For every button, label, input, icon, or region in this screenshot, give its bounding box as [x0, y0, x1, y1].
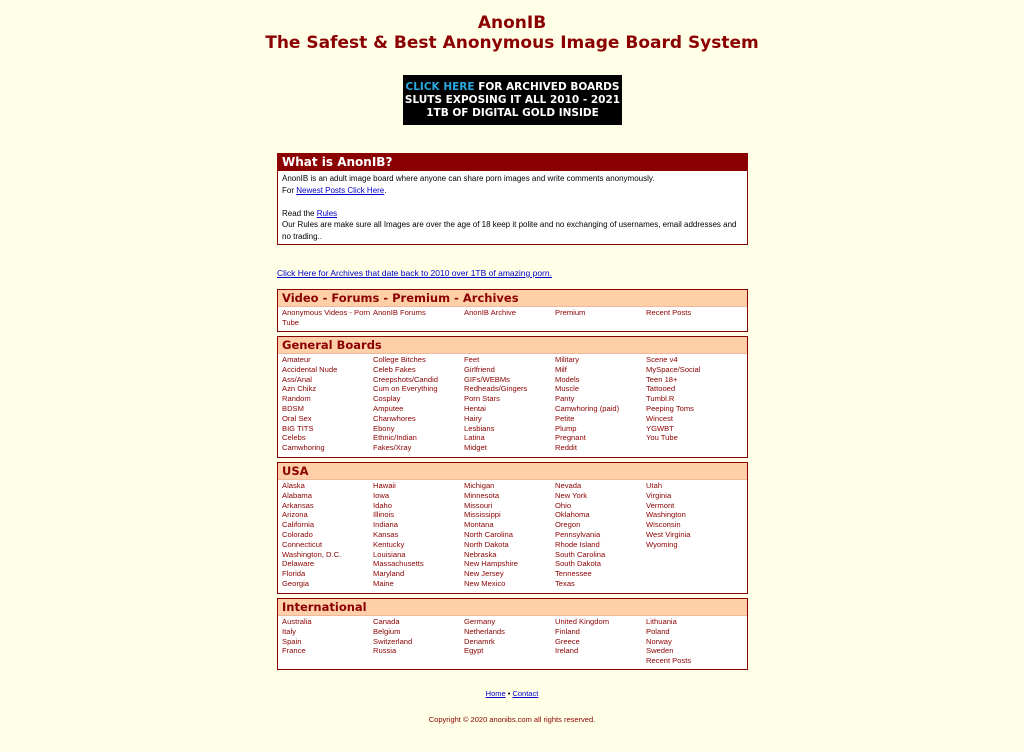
board-link[interactable]: Spain [282, 636, 302, 646]
board-link[interactable]: BIG TITS [282, 423, 314, 433]
board-link[interactable]: Models [555, 374, 580, 384]
about-box [277, 153, 748, 245]
board-link[interactable]: Ireland [555, 646, 579, 656]
board-link[interactable]: Pennsylvania [555, 529, 601, 539]
board-link[interactable]: Georgia [282, 578, 310, 588]
banner-line-2: SLUTS EXPOSING IT ALL 2010 - 2021 [404, 94, 621, 106]
board-column [555, 617, 646, 666]
banner-line-3: 1TB OF DIGITAL GOLD INSIDE [426, 107, 599, 119]
board-link[interactable]: BDSM [282, 403, 304, 413]
board-column [464, 308, 555, 328]
board-link[interactable]: Military [555, 355, 580, 364]
board-link[interactable]: Recent Posts [646, 308, 692, 317]
board-link[interactable]: Ebony [373, 423, 395, 433]
board-link[interactable]: Kentucky [373, 539, 405, 549]
board-link[interactable]: Montana [464, 520, 494, 530]
board-link[interactable]: Petite [555, 413, 575, 423]
board-grid [278, 354, 747, 453]
board-link[interactable]: Colorado [282, 529, 313, 539]
board-link[interactable]: North Dakota [464, 539, 509, 549]
board-link[interactable]: Girlfriend [464, 364, 495, 374]
board-link[interactable]: Missouri [464, 500, 493, 510]
banner-line-1 [403, 81, 622, 94]
board-link[interactable]: Delaware [282, 559, 315, 569]
archives-link[interactable]: Click Here for Archives that date back to 2010 over 1TB of amazing porn. [277, 268, 552, 278]
board-link[interactable]: Latina [464, 433, 485, 443]
board-link[interactable]: Washington, D.C. [282, 549, 342, 559]
board-column [464, 481, 555, 589]
board-link[interactable]: Alabama [282, 490, 312, 500]
home-link[interactable]: Home [485, 689, 506, 698]
board-column [646, 355, 737, 453]
board-link[interactable]: Nevada [555, 481, 582, 490]
board-link[interactable]: Denamrk [464, 636, 495, 646]
board-link[interactable]: GIFs/WEBMs [464, 374, 510, 384]
board-column [373, 617, 464, 666]
board-link[interactable]: Azn Chikz [282, 384, 317, 394]
board-link[interactable]: Tattooed [646, 384, 676, 394]
board-link[interactable]: Virginia [646, 490, 672, 500]
board-link[interactable]: Norway [646, 636, 672, 646]
about-rules-text: Our Rules are make sure all Images are over the age of 18 keep it polite and no exchanging of usernames, email addresses and no trading.. [282, 220, 737, 241]
site-subtitle: The Safest & Best Anonymous Image Board System [265, 33, 759, 53]
board-link[interactable]: Wisconsin [646, 520, 681, 530]
board-link[interactable]: Porn Stars [464, 394, 500, 404]
board-grid [278, 480, 747, 589]
board-link[interactable]: Egypt [464, 646, 484, 656]
board-link[interactable]: Camwhoring (paid) [555, 403, 620, 413]
board-link[interactable]: Washington [646, 510, 686, 520]
section-usa [277, 462, 748, 594]
board-column [555, 308, 646, 328]
board-link[interactable]: Cum on Everything [373, 384, 438, 394]
board-link[interactable]: Celeb Fakes [373, 364, 416, 374]
rules-link[interactable]: Rules [316, 208, 338, 218]
board-link[interactable]: South Carolina [555, 549, 606, 559]
board-link[interactable]: Netherlands [464, 626, 505, 636]
board-link[interactable]: West Virginia [646, 529, 691, 539]
board-link[interactable]: Peeping Toms [646, 403, 694, 413]
footer-separator: • [505, 689, 513, 698]
board-link[interactable]: Texas [555, 578, 575, 588]
board-link[interactable]: Mississippi [464, 510, 501, 520]
section-heading: General Boards [278, 337, 747, 354]
board-link[interactable]: Tennessee [555, 569, 592, 579]
board-link[interactable]: Plump [555, 423, 577, 433]
board-link[interactable]: Michigan [464, 481, 495, 490]
board-column [646, 308, 737, 328]
board-link[interactable]: Switzerland [373, 636, 413, 646]
board-link[interactable]: Minnesota [464, 490, 500, 500]
banner-highlight: CLICK HERE [405, 81, 475, 93]
board-column [373, 355, 464, 453]
board-link[interactable]: New Hampshire [464, 559, 519, 569]
board-link[interactable]: Iowa [373, 490, 390, 500]
board-link[interactable]: Chanwhores [373, 413, 416, 423]
board-link[interactable]: United Kingdom [555, 617, 610, 626]
board-link[interactable]: Tumbl.R [646, 394, 675, 404]
board-column [282, 355, 373, 453]
about-rules-line [282, 208, 743, 220]
board-column [555, 481, 646, 589]
board-link[interactable]: North Carolina [464, 529, 513, 539]
about-heading: What is AnonIB? [278, 154, 747, 171]
board-link[interactable]: Teen 18+ [646, 374, 678, 384]
board-link[interactable]: Creepshots/Candid [373, 374, 439, 384]
board-link[interactable]: New York [555, 490, 588, 500]
board-link[interactable]: Hairy [464, 413, 482, 423]
board-link[interactable]: Oklahoma [555, 510, 590, 520]
board-link[interactable]: Poland [646, 626, 670, 636]
board-link[interactable]: Germany [464, 617, 496, 626]
board-link[interactable]: Panty [555, 394, 575, 404]
board-link[interactable]: Arizona [282, 510, 308, 520]
board-link[interactable]: Maryland [373, 569, 405, 579]
board-link[interactable]: Anonymous Videos - Porn Tube [282, 308, 371, 327]
board-link[interactable]: Premium [555, 308, 586, 317]
board-link[interactable]: MySpace/Social [646, 364, 701, 374]
board-link[interactable]: Lesbians [464, 423, 495, 433]
archive-banner[interactable] [403, 75, 622, 125]
board-column [464, 617, 555, 666]
board-link[interactable]: Idaho [373, 500, 393, 510]
board-link[interactable]: AnonIB Forums [373, 308, 426, 317]
board-link[interactable]: AnonIB Archive [464, 308, 516, 317]
banner-line-1-rest: FOR ARCHIVED BOARDS [474, 81, 620, 93]
board-column [464, 355, 555, 453]
board-link[interactable]: Hawaii [373, 481, 396, 490]
board-link[interactable]: Greece [555, 636, 580, 646]
board-link[interactable]: Ohio [555, 500, 572, 510]
about-for-text: For [282, 185, 297, 195]
board-link[interactable]: Canada [373, 617, 400, 626]
board-link[interactable]: Arkansas [282, 500, 314, 510]
board-column [373, 481, 464, 589]
board-link[interactable]: Random [282, 394, 311, 404]
board-link[interactable]: Camwhoring [282, 443, 325, 453]
board-link[interactable]: Illinois [373, 510, 395, 520]
board-link[interactable]: Italy [282, 626, 296, 636]
board-link[interactable]: Oregon [555, 520, 581, 530]
board-link[interactable]: Amateur [282, 355, 311, 364]
about-intro: AnonIB is an adult image board where anyone can share porn images and write comments anonymously. [282, 174, 655, 183]
board-link[interactable]: Amputee [373, 403, 404, 413]
board-link[interactable]: New Jersey [464, 569, 504, 579]
board-link[interactable]: Wyoming [646, 539, 678, 549]
board-column [646, 617, 737, 666]
board-column [282, 308, 373, 328]
board-link[interactable]: Alaska [282, 481, 305, 490]
board-link[interactable]: Fakes/Xray [373, 443, 412, 453]
board-link[interactable]: New Mexico [464, 578, 506, 588]
board-link[interactable]: Florida [282, 569, 306, 579]
board-link[interactable]: Pregnant [555, 433, 586, 443]
board-grid [278, 616, 747, 666]
board-link[interactable]: Wincest [646, 413, 674, 423]
board-link[interactable]: Australia [282, 617, 312, 626]
board-link[interactable]: Accidental Nude [282, 364, 338, 374]
board-link[interactable]: Oral Sex [282, 413, 312, 423]
board-link[interactable]: Milf [555, 364, 567, 374]
board-link[interactable]: Rhode Island [555, 539, 600, 549]
board-column [282, 481, 373, 589]
board-link[interactable]: You Tube [646, 433, 678, 443]
newest-posts-link[interactable]: Newest Posts Click Here [296, 185, 385, 195]
board-link[interactable]: Reddit [555, 443, 577, 453]
board-column [555, 355, 646, 453]
board-link[interactable]: Belgium [373, 626, 401, 636]
board-link[interactable]: Ass/Anal [282, 374, 312, 384]
board-link[interactable]: Scene v4 [646, 355, 678, 364]
board-link[interactable]: Cosplay [373, 394, 401, 404]
about-read-text: Read the [282, 208, 317, 218]
board-link[interactable]: Muscle [555, 384, 580, 394]
section-international [277, 598, 748, 670]
board-link[interactable]: South Dakota [555, 559, 602, 569]
board-link[interactable]: France [282, 646, 306, 656]
board-link[interactable]: Ethnic/Indian [373, 433, 417, 443]
board-link[interactable]: Feet [464, 355, 480, 364]
section-heading: USA [278, 463, 747, 480]
about-newest-line [282, 185, 743, 197]
contact-link[interactable]: Contact [512, 689, 539, 698]
board-link[interactable]: Recent Posts [646, 656, 692, 666]
board-link[interactable]: Finland [555, 626, 580, 636]
board-link[interactable]: Hentai [464, 403, 486, 413]
board-link[interactable]: Vermont [646, 500, 675, 510]
about-period: . [384, 185, 387, 195]
board-link[interactable]: Connecticut [282, 539, 323, 549]
section-heading: International [278, 599, 747, 616]
board-link[interactable]: Lithuania [646, 617, 677, 626]
board-link[interactable]: Nebraska [464, 549, 497, 559]
board-link[interactable]: California [282, 520, 315, 530]
board-link[interactable]: Redheads/Gingers [464, 384, 528, 394]
board-link[interactable]: Celebs [282, 433, 306, 443]
about-body [278, 171, 747, 244]
board-link[interactable]: Massachusetts [373, 559, 424, 569]
board-link[interactable]: Kansas [373, 529, 399, 539]
board-link[interactable]: Louisiana [373, 549, 406, 559]
board-column [282, 617, 373, 666]
board-link[interactable]: Russia [373, 646, 397, 656]
section-heading: Video - Forums - Premium - Archives [278, 290, 747, 307]
site-title: AnonIB [477, 13, 547, 33]
board-link[interactable]: Indiana [373, 520, 398, 530]
board-link[interactable]: Utah [646, 481, 663, 490]
board-link[interactable]: Sweden [646, 646, 674, 656]
board-column [646, 481, 737, 589]
board-link[interactable]: College Bitches [373, 355, 426, 364]
board-column [373, 308, 464, 328]
section-video [277, 289, 748, 332]
section-general-boards [277, 336, 748, 458]
board-link[interactable]: YGWBT [646, 423, 674, 433]
board-link[interactable]: Midget [464, 443, 487, 453]
copyright: Copyright © 2020 anonibs.com all rights reserved. [428, 715, 596, 724]
footer-links [0, 689, 1024, 698]
board-link[interactable]: Maine [373, 578, 394, 588]
board-grid [278, 307, 747, 328]
